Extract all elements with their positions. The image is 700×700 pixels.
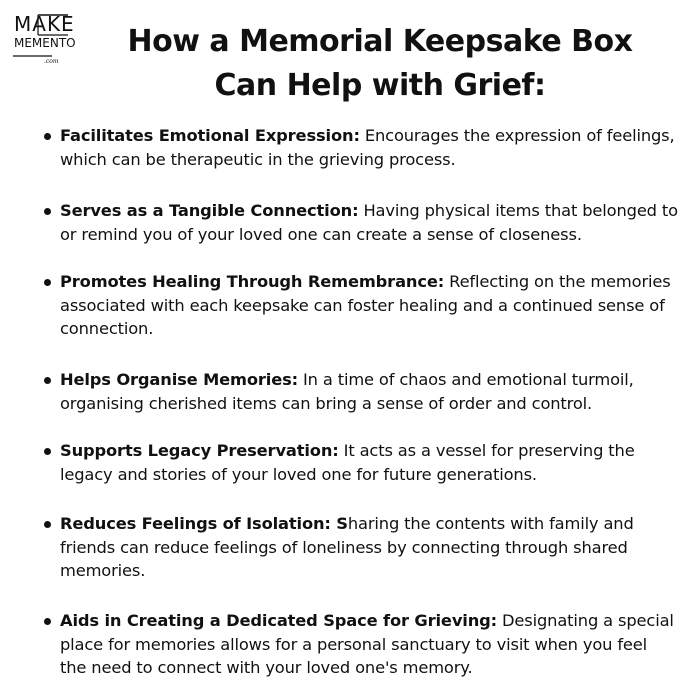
bullet-icon — [44, 618, 51, 625]
bullet-icon — [44, 208, 51, 215]
list-item-term: Serves as a Tangible Connection: — [60, 201, 359, 220]
list-item — [60, 512, 678, 583]
bullet-icon — [44, 521, 51, 528]
list-item — [60, 439, 678, 486]
list-item-text: In a time of chaos and emotional turmoil, organising cherished items can bring a sense of order and control. — [60, 370, 634, 413]
list-item-term: Facilitates Emotional Expression: — [60, 126, 360, 145]
list-item-text: Designating a special place for memories allows for a personal sanctuary to visit when you feel the need to connect with your loved one's memory. — [60, 611, 674, 677]
list-item — [60, 124, 678, 171]
page-title-line-2: Can Help with Grief: — [214, 68, 546, 103]
list-item-term: Reduces Feelings of Isolation: S — [60, 514, 348, 533]
list-item-term: Aids in Creating a Dedicated Space for Grieving: — [60, 611, 498, 630]
make-memento-logo — [12, 12, 76, 70]
list-item — [60, 199, 678, 246]
bullet-icon — [44, 377, 51, 384]
list-item-text: Having physical items that belonged to or remind you of your loved one can create a sense of closeness. — [60, 201, 678, 244]
bullet-icon — [44, 279, 51, 286]
list-item-term: Promotes Healing Through Remembrance: — [60, 272, 445, 291]
logo-make-text: MAKE — [14, 12, 75, 36]
page-title-line-1: How a Memorial Keepsake Box — [127, 24, 633, 59]
list-item-term: Helps Organise Memories: — [60, 370, 298, 389]
list-item — [60, 368, 678, 415]
list-item-text: haring the contents with family and friends can reduce feelings of loneliness by connecting through shared memories. — [60, 514, 634, 580]
list-item-text: It acts as a vessel for preserving the legacy and stories of your loved one for future generations. — [60, 441, 635, 484]
list-item-term: Supports Legacy Preservation: — [60, 441, 339, 460]
list-item — [60, 609, 678, 680]
list-item-text: Reflecting on the memories associated with each keepsake can foster healing and a continued sense of connection. — [60, 272, 671, 338]
logo-dotcom-text: .com — [44, 58, 59, 65]
bullet-icon — [44, 448, 51, 455]
list-item — [60, 270, 678, 341]
list-item-text: Encourages the expression of feelings, which can be therapeutic in the grieving process. — [60, 126, 675, 169]
logo-memento-text: MEMENTO — [14, 36, 76, 50]
bullet-icon — [44, 133, 51, 140]
page-title — [70, 20, 690, 108]
